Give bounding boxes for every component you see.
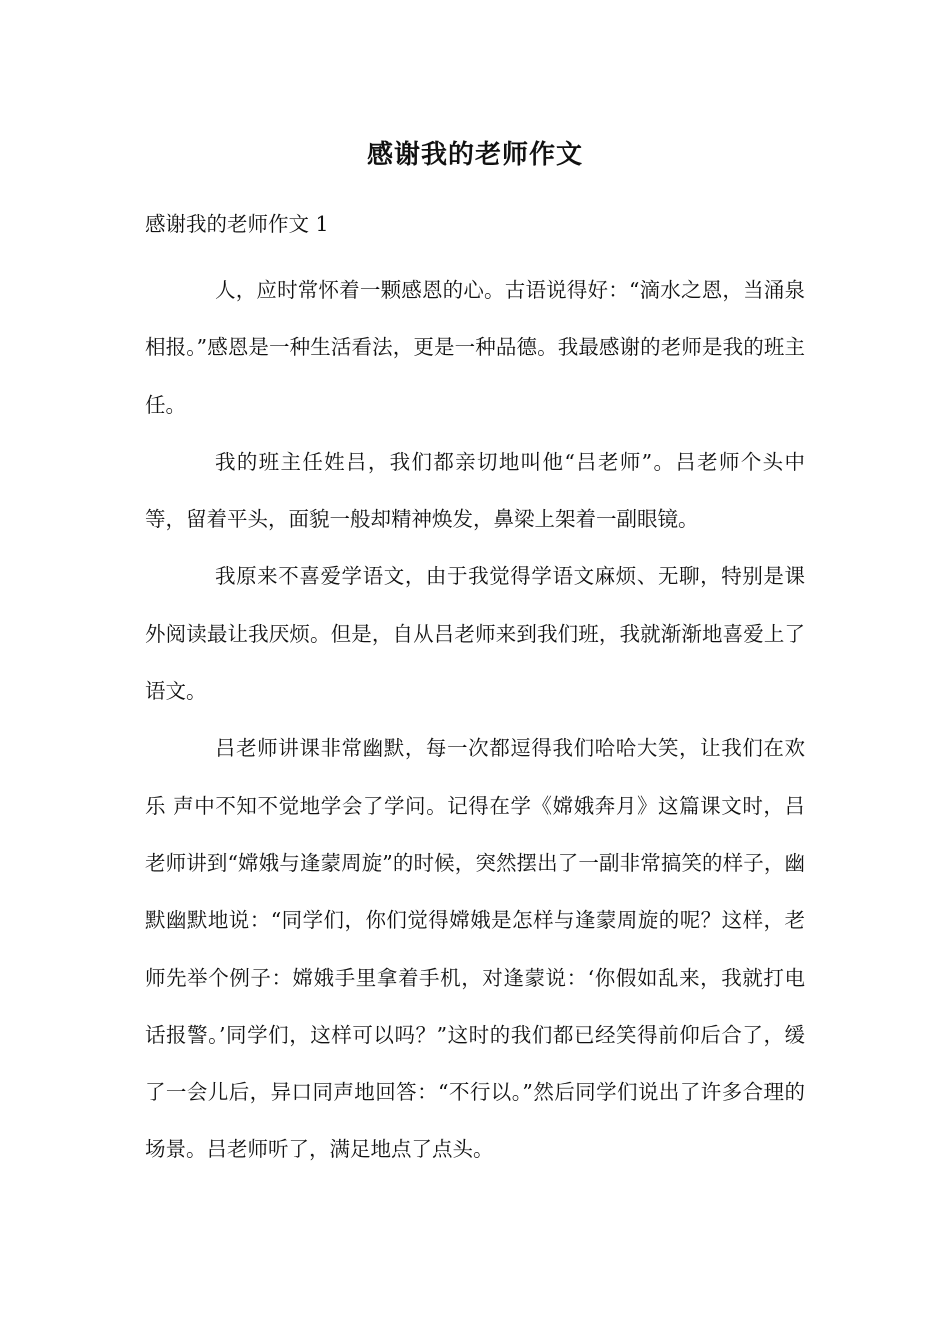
paragraph-2: 我的班主任姓吕，我们都亲切地叫他“吕老师”。吕老师个头中等，留着平头，面貌一般却精神焕发，鼻梁上架着一副眼镜。 [145,449,805,532]
paragraph-1: 人，应时常怀着一颗感恩的心。古语说得好：“滴水之恩，当涌泉相报。”感恩是一种生活看法，更是一种品德。我最感谢的老师是我的班主任。 [145,278,805,417]
document-title: 感谢我的老师作文 [366,140,583,170]
document-body [145,262,805,1179]
document-subtitle: 感谢我的老师作文 1 [145,212,329,236]
paragraph-4: 吕老师讲课非常幽默，每一次都逗得我们哈哈大笑，让我们在欢乐 声中不知不觉地学会了学问。记得在学《嫦娥奔月》这篇课文时，吕老师讲到“嫦娥与逢蒙周旋”的时候，突然摆出了一副非常搞笑的样子，幽默幽默地说：“同学们，你们觉得嫦娥是怎样与逢蒙周旋的呢？这样，老师先举个例子：嫦娥手里拿着手机，对逢蒙说：‘你假如乱来，我就打电话报警。’同学们，这样可以吗？”这时的我们都已经笑得前仰后合了，缓了一会儿后，异口同声地回答：“不行以。”然后同学们说出了许多合理的场景。吕老师听了，满足地点了点头。 [145,736,805,1162]
paragraph-3: 我原来不喜爱学语文，由于我觉得学语文麻烦、无聊，特别是课外阅读最让我厌烦。但是，自从吕老师来到我们班，我就渐渐地喜爱上了语文。 [145,564,805,704]
